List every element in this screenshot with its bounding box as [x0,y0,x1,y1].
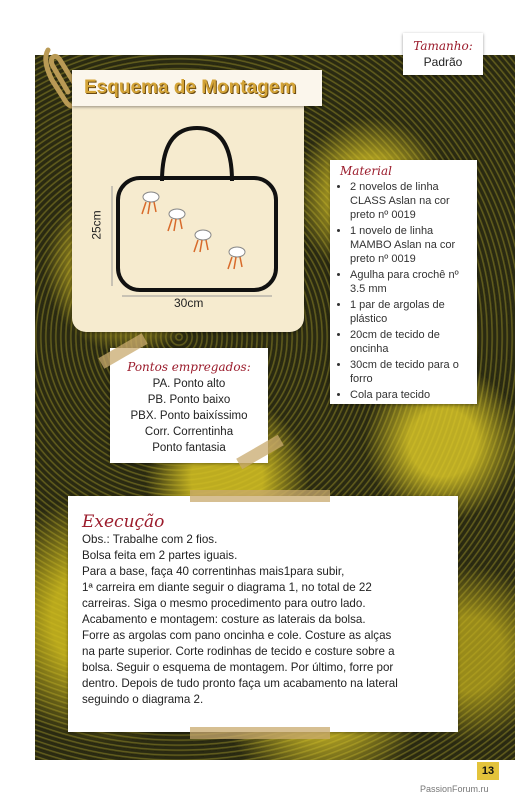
list-item: • Agulha para crochê nº 3.5 mm [350,268,471,296]
flower-icon [142,192,159,214]
pontos-heading: Pontos empregados: [127,360,251,374]
tamanho-value: Padrão [423,55,463,69]
flower-icon [228,247,245,269]
list-item: • 1 novelo de linha MAMBO Aslan na cor preto nº 0019 [350,224,471,266]
text-line: seguindo o diagrama 2. [82,693,204,706]
text-line: carreiras. Siga o mesmo procedimento para outro lado. [82,597,366,610]
text-line: Para a base, faça 40 correntinhas mais1para subir, [82,565,345,578]
execucao-heading: Execução [82,512,165,532]
material-heading: Material [340,164,392,178]
text-line: Forre as argolas com pano oncinha e cole. Costure as alças [82,629,392,642]
list-item: PB. Ponto baixo [147,394,231,406]
tape-strip [190,727,330,739]
footer-watermark: PassionForum.ru [420,784,489,794]
flower-icon [194,230,211,252]
text-line: Acabamento e montagem: costure as laterais da bolsa. [82,613,366,626]
list-item: • 30cm de tecido para o forro [350,358,471,386]
text-line: na parte superior. Corte rodinhas de tecido e costure sobre a [82,645,395,658]
width-label: 30cm [174,296,204,310]
height-label: 25cm [89,210,104,240]
list-item: • Cola para tecido [350,388,471,402]
tamanho-card [403,33,483,75]
pontos-card [110,348,268,463]
tape-strip [190,490,330,502]
text-line: Bolsa feita em 2 partes iguais. [82,549,238,562]
list-item: • 1 par de argolas de plástico [350,298,471,326]
material-list [330,180,477,402]
title-banner [72,70,322,106]
list-item: PA. Ponto alto [152,378,226,390]
flower-icon [168,209,185,231]
text-line: 1ª carreira em diante seguir o diagrama 1, no total de 22 [82,581,372,594]
page-number: 13 [477,762,499,780]
page-title: Esquema de Montagem [84,77,297,98]
tamanho-label: Tamanho: [413,39,473,53]
execucao-card [68,496,458,732]
assembly-diagram [72,106,304,332]
list-item: PBX. Ponto baixíssimo [130,410,248,422]
list-item: Corr. Correntinha [144,426,234,438]
list-item: • 2 novelos de linha CLASS Aslan na cor preto nº 0019 [350,180,471,222]
material-card [330,160,477,404]
list-item: • 20cm de tecido de oncinha [350,328,471,356]
text-line: Obs.: Trabalhe com 2 fios. [82,533,218,546]
text-line: dentro. Depois de tudo pronto faça um acabamento na lateral [82,677,398,690]
list-item: Ponto fantasia [152,442,226,454]
text-line: bolsa. Seguir o esquema de montagem. Por último, forre por [82,661,394,674]
